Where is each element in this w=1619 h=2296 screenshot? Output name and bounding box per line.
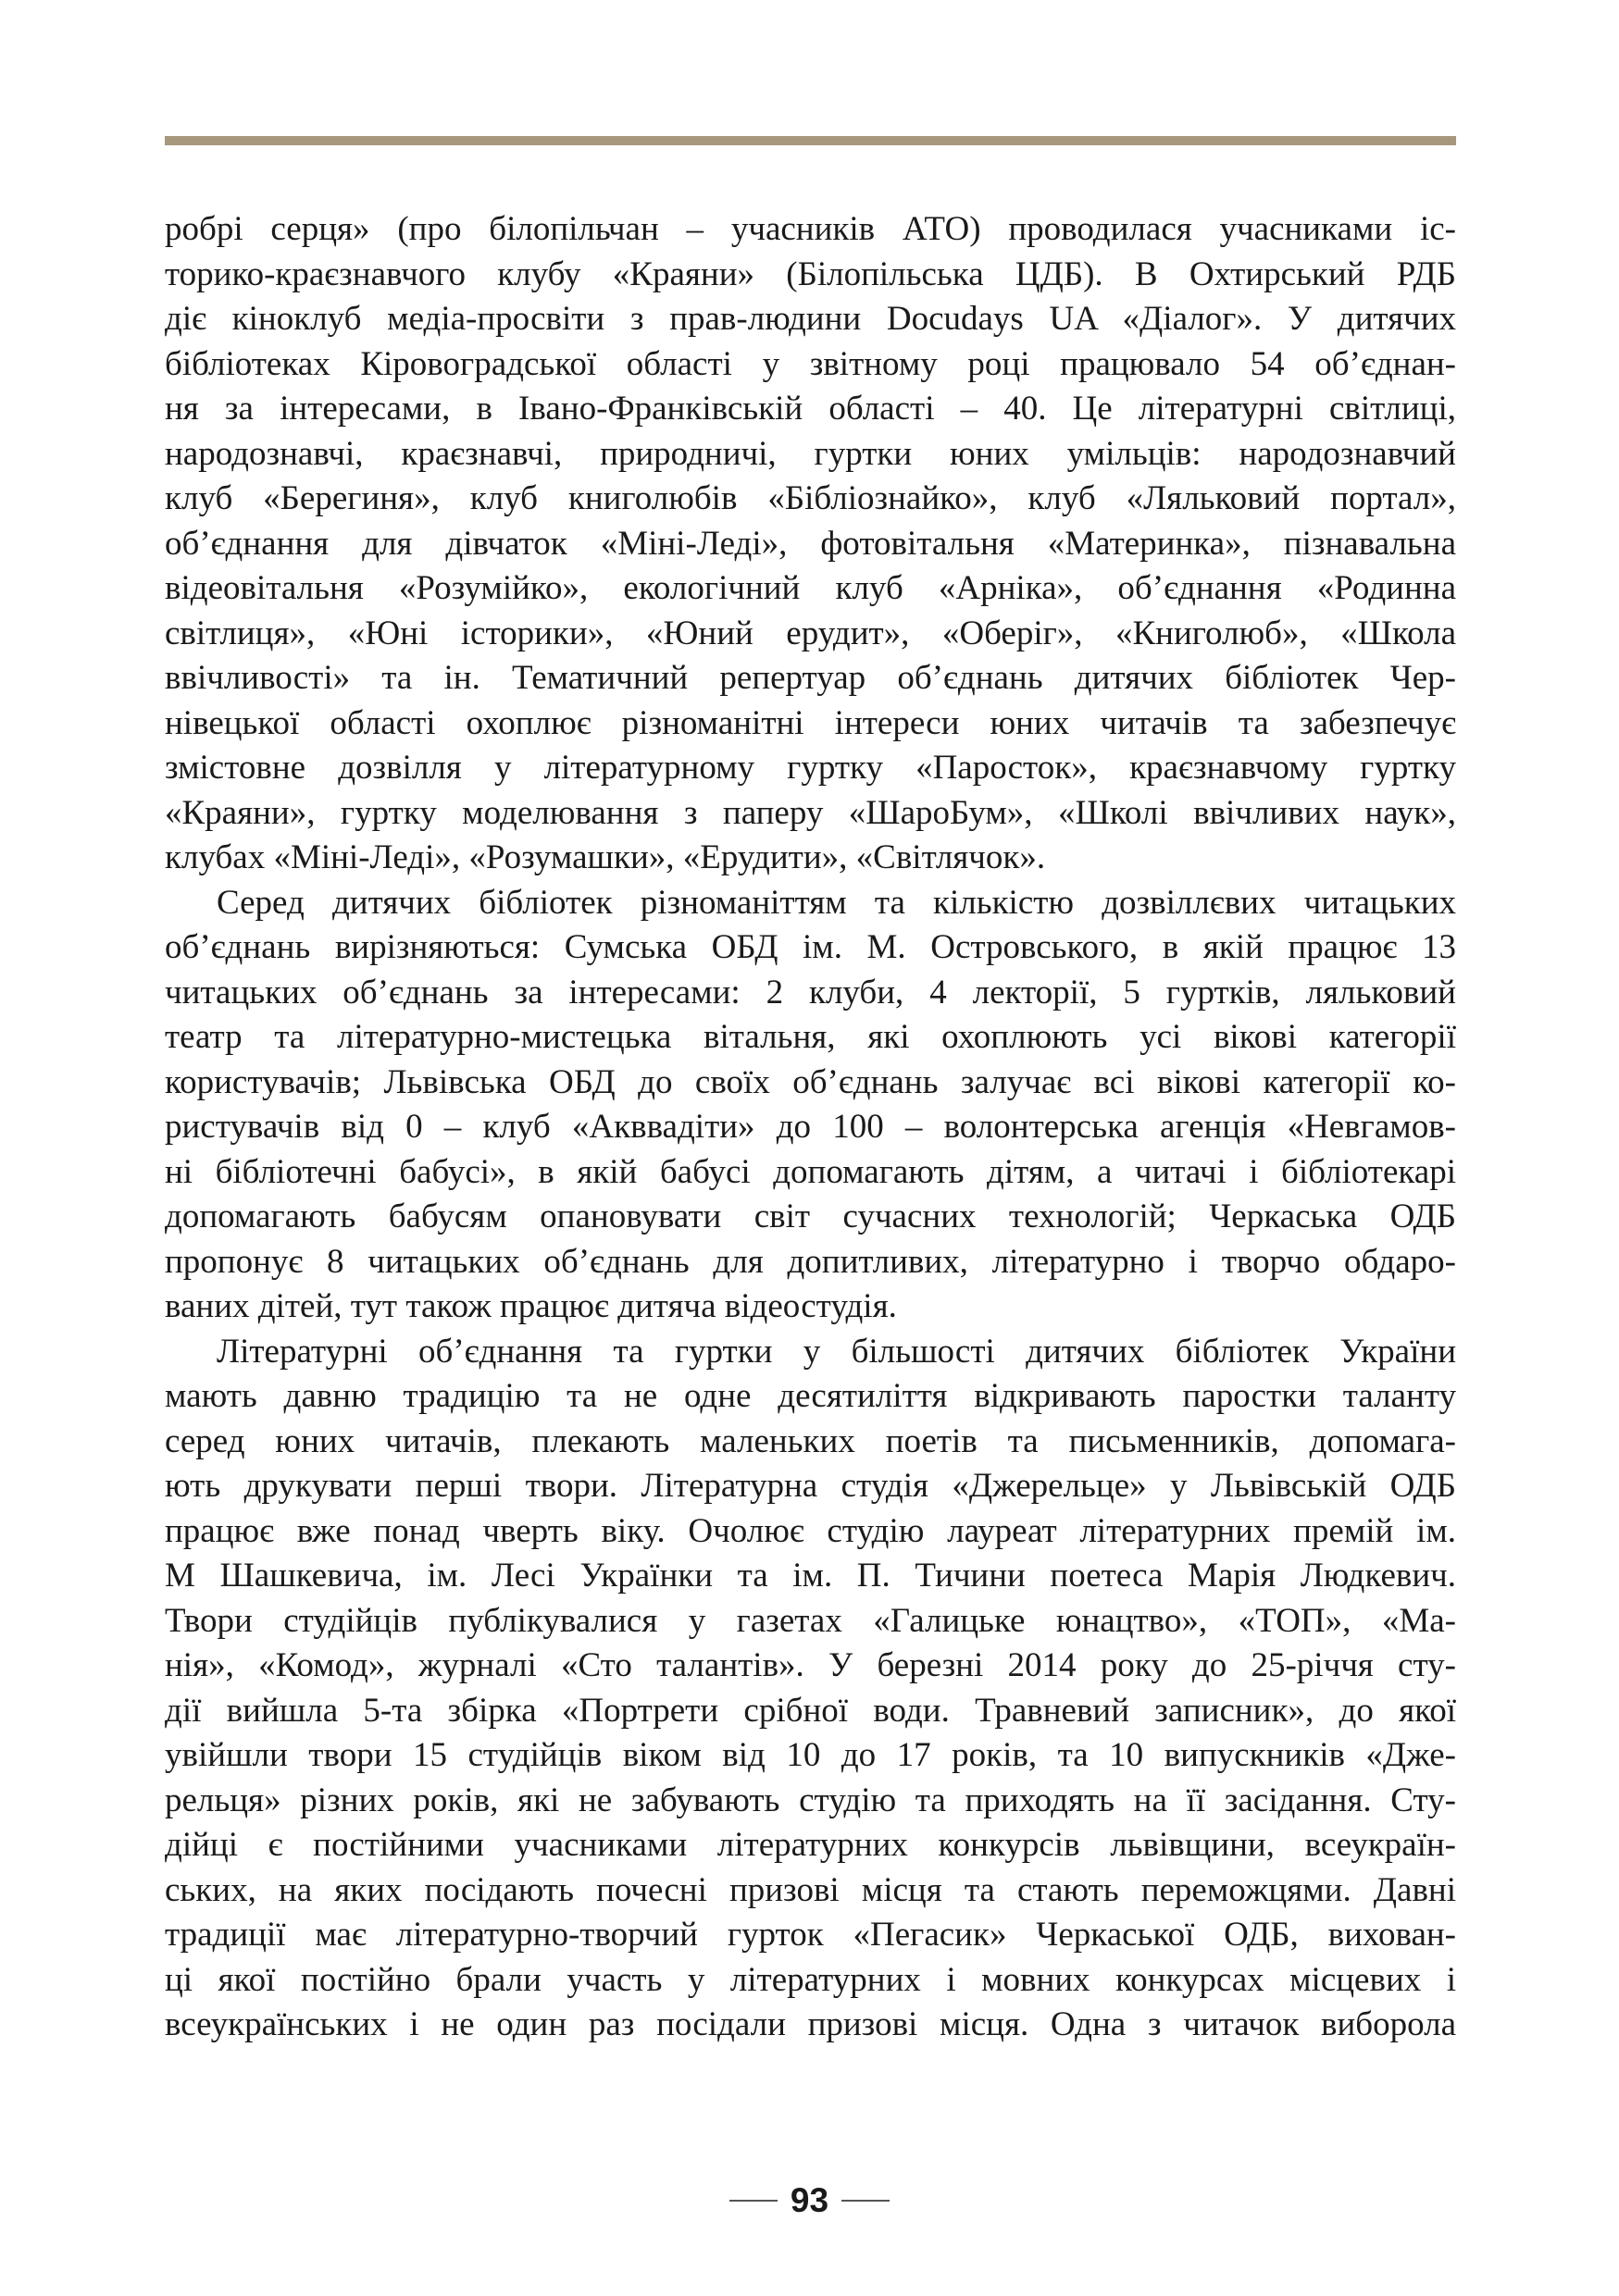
text-line: клубах «Міні-Леді», «Розумашки», «Ерудити», «Світлячок».	[165, 838, 1046, 876]
text-line: бібліотеках Кіровоградської області у звітному році працювало 54 об’єднан-	[165, 344, 1456, 383]
text-line: об’єднань вирізняються: Сумська ОБД ім. М. Островського, в якій працює 13	[165, 928, 1456, 966]
text-line: діє кіноклуб медіа-просвіти з прав-людини Docudays UA «Діалог». У дитячих	[165, 300, 1456, 338]
text-line: ваних дітей, тут також працює дитяча відеостудія.	[165, 1287, 897, 1325]
text-line: ввічливості» та ін. Тематичний репертуар об’єднань дитячих бібліотек Чер-	[165, 659, 1456, 697]
footer-dash-right	[841, 2200, 890, 2202]
text-line: дійці є постійними учасниками літературних конкурсів львівщини, всеукраїн-	[165, 1826, 1456, 1864]
text-line: ристувачів від 0 – клуб «Акввадіти» до 100 – волонтерська агенція «Невгамов-	[165, 1108, 1456, 1146]
text-line: ні бібліотечні бабусі», в якій бабусі допомагають дітям, а читачі і бібліотекарі	[165, 1152, 1456, 1191]
text-line: змістовне дозвілля у літературному гуртку «Паросток», краєзнавчому гуртку	[165, 749, 1456, 787]
text-line: клуб «Берегиня», клуб книголюбів «Бібліознайко», клуб «Ляльковий портал»,	[165, 479, 1456, 517]
page-number: 93	[790, 2181, 829, 2219]
top-rule	[165, 136, 1456, 145]
text-line: торико-краєзнавчого клубу «Краяни» (Білопільська ЦДБ). В Охтирський РДБ	[165, 254, 1456, 293]
text-line: М Шашкевича, ім. Лесі Українки та ім. П. Тичини поетеса Марія Людкевич.	[165, 1557, 1456, 1595]
text-line: увійшли твори 15 студійців віком від 10 до 17 років, та 10 випускників «Дже-	[165, 1736, 1456, 1774]
text-line: театр та літературно-мистецька вітальня, які охоплюють усі вікові категорії	[165, 1018, 1456, 1056]
text-line: мають давню традицію та не одне десятиліття відкривають паростки таланту	[165, 1377, 1456, 1415]
text-line: народознавчі, краєзнавчі, природничі, гуртки юних умільців: народознавчий	[165, 434, 1456, 473]
text-line: пропонує 8 читацьких об’єднань для допитливих, літературно і творчо обдаро-	[165, 1242, 1456, 1281]
text-line: ці якої постійно брали участь у літературних і мовних конкурсах місцевих і	[165, 1960, 1456, 1999]
text-line: Серед дитячих бібліотек різноманіттям та кількістю дозвіллєвих читацьких	[217, 883, 1456, 922]
text-line: нівецької області охоплює різноманітні інтереси юних читачів та забезпечує	[165, 703, 1456, 742]
text-line: об’єднання для дівчаток «Міні-Леді», фотовітальня «Материнка», пізнавальна	[165, 524, 1456, 563]
text-line: робрі серця» (про білопільчан – учасників АТО) проводилася учасниками іс-	[165, 210, 1456, 248]
text-line: дії вийшла 5-та збірка «Портрети срібної води. Травневий записник», до якої	[165, 1691, 1456, 1730]
text-line: відеовітальня «Розумійко», екологічний клуб «Арніка», об’єднання «Родинна	[165, 569, 1456, 607]
text-line: ють друкувати перші твори. Літературна студія «Джерельце» у Львівській ОДБ	[165, 1467, 1456, 1505]
text-line: читацьких об’єднань за інтересами: 2 клуби, 4 лекторії, 5 гуртків, ляльковий	[165, 973, 1456, 1011]
text-line: ських, на яких посідають почесні призові місця та стають переможцями. Давні	[165, 1870, 1456, 1909]
text-line: традиції має літературно-творчий гурток «Пегасик» Черкаської ОДБ, вихован-	[165, 1916, 1456, 1954]
text-line: користувачів; Львівська ОБД до своїх об’єднань залучає всі вікові категорії ко-	[165, 1062, 1456, 1101]
body-text	[165, 207, 1456, 2048]
text-line: світлиця», «Юні історики», «Юний ерудит», «Оберіг», «Книголюб», «Школа	[165, 614, 1456, 652]
text-line: «Краяни», гуртку моделювання з паперу «ШароБум», «Школі ввічливих наук»,	[165, 793, 1456, 832]
text-line: всеукраїнських і не один раз посідали призові місця. Одна з читачок виборола	[165, 2005, 1456, 2043]
text-line: серед юних читачів, плекають маленьких поетів та письменників, допомага-	[165, 1421, 1456, 1460]
text-line: працює вже понад чверть віку. Очолює студію лауреат літературних премій ім.	[165, 1511, 1456, 1550]
text-line: Літературні об’єднання та гуртки у більшості дитячих бібліотек України	[217, 1332, 1456, 1371]
footer-dash-left	[729, 2200, 778, 2202]
text-line: нія», «Комод», журналі «Сто талантів». У березні 2014 року до 25-річчя сту-	[165, 1646, 1456, 1684]
text-line: рельця» різних років, які не забувають студію та приходять на її засідання. Сту-	[165, 1781, 1456, 1819]
page-footer	[0, 2173, 1619, 2228]
text-line: Твори студійців публікувалися у газетах «Галицьке юнацтво», «ТОП», «Ма-	[165, 1601, 1456, 1640]
text-line: ня за інтересами, в Івано-Франківській області – 40. Це літературні світлиці,	[165, 390, 1456, 428]
text-line: допомагають бабусям опановувати світ сучасних технологій; Черкаська ОДБ	[165, 1198, 1456, 1235]
